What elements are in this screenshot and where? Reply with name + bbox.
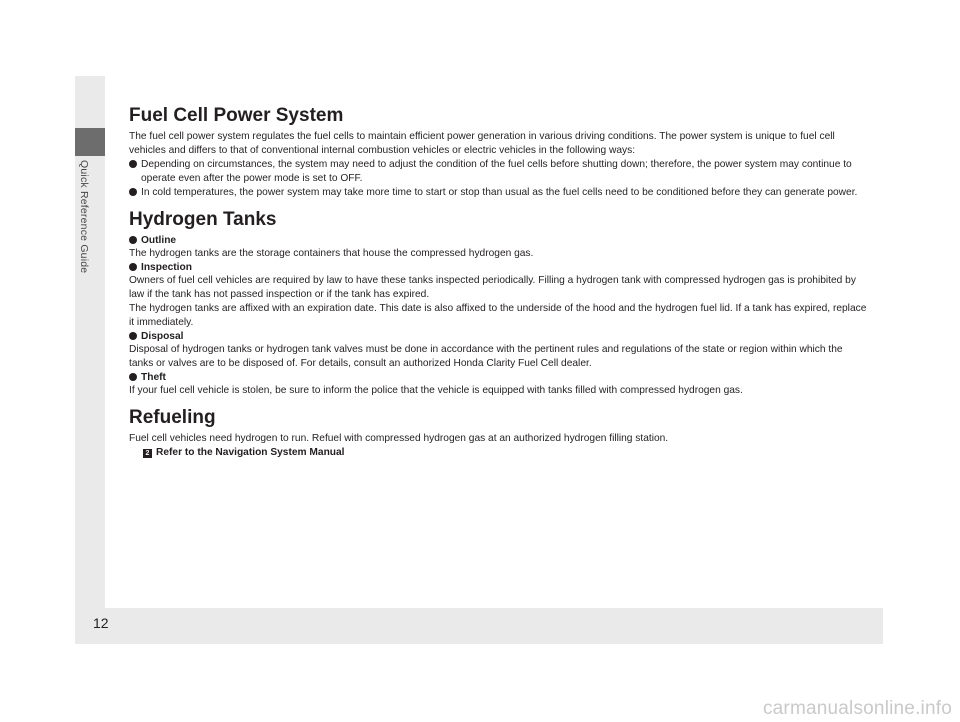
reference-arrow-icon: 2 <box>143 449 152 458</box>
theft-subhead <box>129 371 869 384</box>
watermark: carmanualsonline.info <box>762 698 952 719</box>
hydrogen-tanks-title: Hydrogen Tanks <box>129 209 277 230</box>
subhead-text: Disposal <box>141 331 184 342</box>
sidebar-tab-marker <box>75 128 105 156</box>
inspection-text-2: The hydrogen tanks are affixed with an expiration date. This date is also affixed to the underside of the hood and the hydrogen fuel lid. If a tank has expired, replace it immediately. <box>129 303 867 328</box>
fuel-cell-bullet-2 <box>129 186 869 200</box>
subhead-text: Inspection <box>141 262 192 273</box>
disposal-text: Disposal of hydrogen tanks or hydrogen tank valves must be done in accordance with the pertinent rules and regulations of the state or region within which the tanks or valves are to be disposed of. For details, consult an authorized Honda Clarity Fuel Cell dealer. <box>129 344 843 369</box>
page-number: 12 <box>93 615 109 631</box>
reference-text: Refer to the Navigation System Manual <box>156 447 345 458</box>
subhead-text: Outline <box>141 235 177 246</box>
bullet-icon <box>129 236 137 244</box>
bullet-icon <box>129 188 137 196</box>
bullet-icon <box>129 373 137 381</box>
theft-text: If your fuel cell vehicle is stolen, be sure to inform the police that the vehicle is equipped with tanks filled with compressed hydrogen gas. <box>129 385 743 396</box>
bullet-text: Depending on circumstances, the system may need to adjust the condition of the fuel cells before shutting down; therefore, the power system may continue to operate even after the power mode is set to OFF. <box>141 159 852 184</box>
fuel-cell-intro: The fuel cell power system regulates the fuel cells to maintain efficient power generation in various driving conditions. The power system is unique to fuel cell vehicles and differs to that of conventional internal combustion vehicles or electric vehicles in the following ways: <box>129 131 835 156</box>
bullet-icon <box>129 332 137 340</box>
bullet-icon <box>129 263 137 271</box>
inspection-subhead <box>129 261 869 274</box>
subhead-text: Theft <box>141 372 166 383</box>
navigation-manual-reference[interactable] <box>143 446 869 460</box>
disposal-subhead <box>129 330 869 343</box>
fuel-cell-title: Fuel Cell Power System <box>129 105 344 126</box>
fuel-cell-bullet-1 <box>129 158 869 186</box>
bullet-icon <box>129 160 137 168</box>
bullet-text: In cold temperatures, the power system may take more time to start or stop than usual as the fuel cells need to be conditioned before they can generate power. <box>141 187 858 198</box>
outline-text: The hydrogen tanks are the storage containers that house the compressed hydrogen gas. <box>129 248 534 259</box>
refueling-text: Fuel cell vehicles need hydrogen to run. Refuel with compressed hydrogen gas at an authorized hydrogen filling station. <box>129 433 669 444</box>
sidebar-label: Quick Reference Guide <box>78 160 90 274</box>
inspection-text-1: Owners of fuel cell vehicles are required by law to have these tanks inspected periodically. Filling a hydrogen tank with compressed hydrogen gas is prohibited by law if the tank has not passed inspection or if the tank has expired. <box>129 275 856 300</box>
refueling-title: Refueling <box>129 407 216 428</box>
main-content <box>129 105 869 460</box>
outline-subhead <box>129 234 869 247</box>
